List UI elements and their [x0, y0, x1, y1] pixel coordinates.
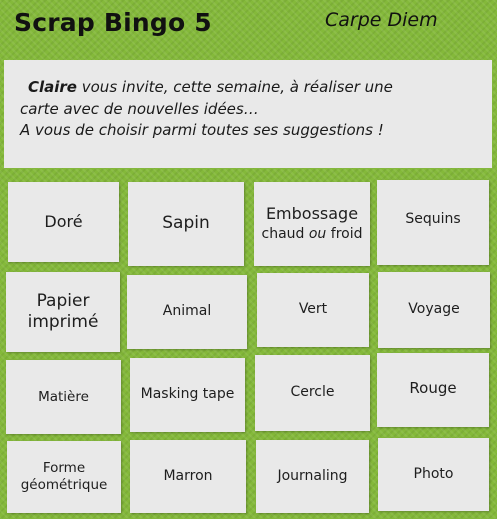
- bingo-cell-matiere: [6, 360, 121, 434]
- bingo-cell-label: Doré: [44, 212, 83, 231]
- bingo-cell-label: Animal: [162, 303, 212, 320]
- bingo-cell-label: Vert: [298, 301, 328, 318]
- intro-box: [4, 60, 492, 168]
- bingo-cell-label: Masking tape: [140, 386, 235, 403]
- bingo-cell-photo: [378, 438, 489, 511]
- bingo-cell-sub-b: froid: [326, 226, 363, 243]
- bingo-cell-journaling: [256, 440, 369, 513]
- bingo-cell-label: Marron: [163, 467, 213, 484]
- bingo-cell-embossage: [254, 182, 370, 266]
- bingo-cell-sapin: [128, 182, 244, 266]
- bingo-cell-label-line-2: géométrique: [20, 477, 108, 493]
- bingo-cell-sub-a: chaud: [261, 226, 309, 243]
- bingo-cell-label: Voyage: [408, 301, 460, 318]
- bingo-cell-label: Photo: [413, 465, 454, 482]
- bingo-cell-label: Cercle: [290, 384, 335, 401]
- bingo-cell-label: Matière: [38, 388, 89, 405]
- bingo-cell-label: Sequins: [405, 210, 461, 227]
- bingo-cell-rouge: [377, 353, 489, 427]
- bingo-cell-masking-tape: [130, 358, 245, 432]
- bingo-cell-label: Sapin: [162, 213, 210, 234]
- intro-line-3: A vous de choisir parmi toutes ses suggestions !: [20, 121, 384, 139]
- bingo-cell-dore: [8, 182, 119, 262]
- bingo-cell-forme-geometrique: [7, 441, 121, 513]
- bingo-cell-label-line-2: imprimé: [27, 312, 99, 332]
- bingo-cell-label-line-1: Papier: [36, 290, 90, 311]
- bingo-cell-label-line-1: Forme: [42, 460, 86, 477]
- bingo-cell-papier-imprime: [6, 272, 120, 352]
- bingo-cell-cercle: [255, 355, 370, 431]
- bingo-cell-sequins: [377, 180, 489, 265]
- bingo-cell-label: Journaling: [277, 467, 348, 484]
- bingo-cell-label: Rouge: [409, 378, 457, 397]
- intro-line-1-text: vous invite, cette semaine, à réaliser une: [76, 78, 393, 96]
- bingo-cell-animal: [127, 275, 247, 349]
- intro-line-2: carte avec de nouvelles idées…: [20, 99, 259, 118]
- bingo-cell-sublabel: [262, 226, 363, 244]
- bingo-cell-marron: [130, 440, 246, 513]
- page-subtitle: Carpe Diem: [325, 9, 438, 31]
- bingo-cell-sub-or: ou: [308, 226, 327, 243]
- intro-line-1: [20, 77, 476, 99]
- bingo-cell-voyage: [378, 272, 490, 348]
- bingo-cell-vert: [257, 273, 369, 347]
- bingo-cell-label: Embossage: [265, 204, 359, 224]
- page-title: Scrap Bingo 5: [14, 8, 212, 37]
- intro-name: Claire: [28, 78, 77, 96]
